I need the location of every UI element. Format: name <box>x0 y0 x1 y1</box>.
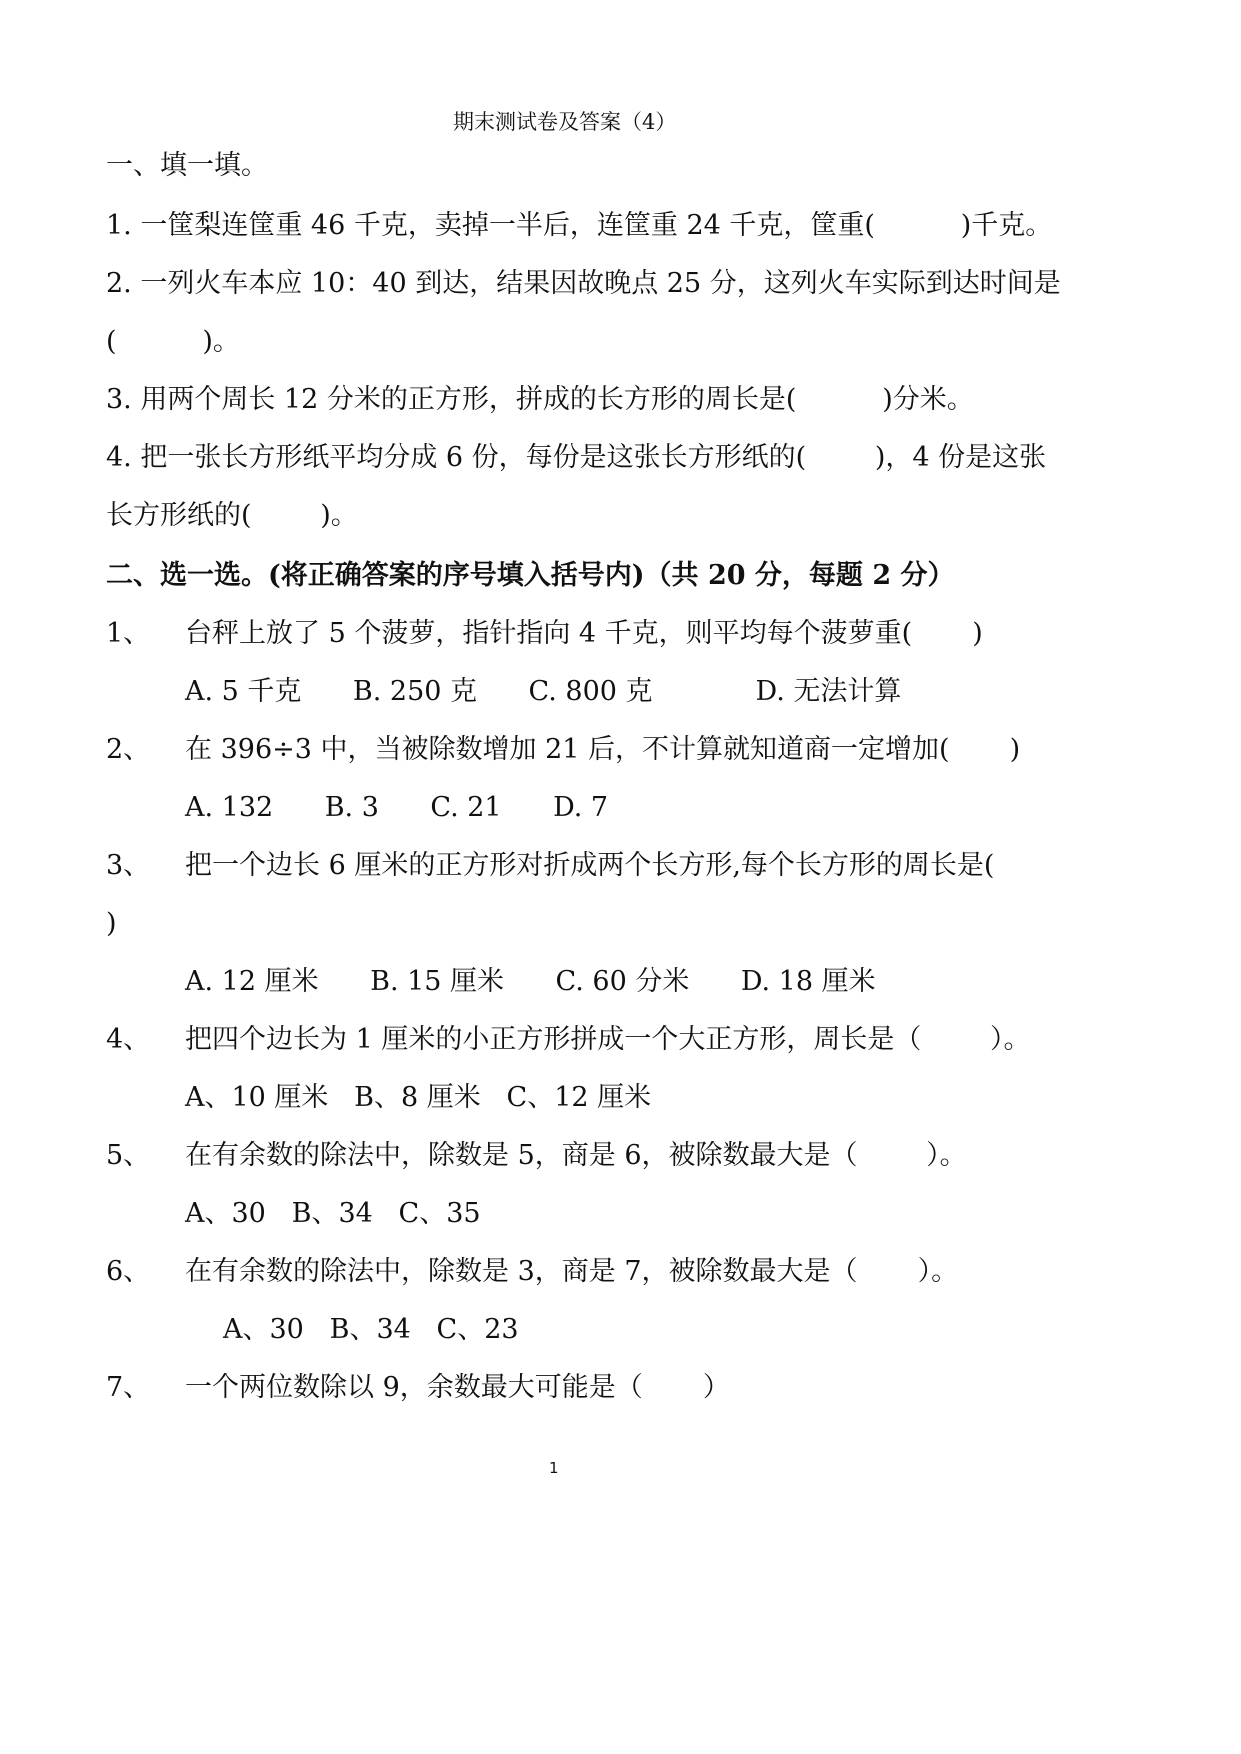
choice-question-5-options: A、30 B、34 C、35 <box>185 1198 481 1229</box>
choice-question-6: 在有余数的除法中，除数是 3，商是 7，被除数最大是（ ）。 <box>185 1256 959 1287</box>
fill-question-2: 2. 一列火车本应 10：40 到达，结果因故晚点 25 分，这列火车实际到达时间是 <box>106 268 1061 299</box>
fill-question-4-cont: 长方形纸的( )。 <box>106 500 358 531</box>
choice-question-4: 把四个边长为 1 厘米的小正方形拼成一个大正方形，周长是（ ）。 <box>185 1024 1031 1055</box>
fill-question-1: 1. 一筐梨连筐重 46 千克，卖掉一半后，连筐重 24 千克，筐重( )千克。 <box>106 210 1053 241</box>
section1-heading: 一、填一填。 <box>106 150 268 181</box>
choice-question-3: 把一个边长 6 厘米的正方形对折成两个长方形,每个长方形的周长是( <box>185 850 995 881</box>
choice-question-2-options: A. 132 B. 3 C. 21 D. 7 <box>185 792 609 823</box>
fill-question-2-cont: ( )。 <box>106 326 240 357</box>
choice-question-1: 台秤上放了 5 个菠萝，指针指向 4 千克，则平均每个菠萝重( ) <box>185 618 983 649</box>
fill-question-3: 3. 用两个周长 12 分米的正方形，拼成的长方形的周长是( )分米。 <box>106 384 974 415</box>
page-title: 期末测试卷及答案（4） <box>453 110 677 134</box>
choice-question-7: 一个两位数除以 9，余数最大可能是（ ） <box>185 1372 730 1403</box>
choice-question-2: 在 396÷3 中，当被除数增加 21 后，不计算就知道商一定增加( ) <box>185 734 1021 765</box>
choice-question-6-options: A、30 B、34 C、23 <box>223 1314 519 1345</box>
page-number: 1 <box>549 1459 559 1477</box>
choice-question-6-number: 6、 <box>106 1256 151 1287</box>
choice-question-3-options: A. 12 厘米 B. 15 厘米 C. 60 分米 D. 18 厘米 <box>185 966 876 997</box>
choice-question-5-number: 5、 <box>106 1140 151 1171</box>
choice-question-5: 在有余数的除法中，除数是 5，商是 6，被除数最大是（ ）。 <box>185 1140 967 1171</box>
choice-question-7-number: 7、 <box>106 1372 151 1403</box>
choice-question-1-number: 1、 <box>106 618 151 649</box>
choice-question-4-number: 4、 <box>106 1024 151 1055</box>
choice-question-3-number: 3、 <box>106 850 151 881</box>
choice-question-2-number: 2、 <box>106 734 151 765</box>
choice-question-3-cont: ) <box>106 908 117 939</box>
fill-question-4: 4. 把一张长方形纸平均分成 6 份，每份是这张长方形纸的( )，4 份是这张 <box>106 442 1047 473</box>
section2-heading: 二、选一选。(将正确答案的序号填入括号内)（共 20 分，每题 2 分） <box>106 560 955 591</box>
choice-question-4-options: A、10 厘米 B、8 厘米 C、12 厘米 <box>185 1082 652 1113</box>
choice-question-1-options: A. 5 千克 B. 250 克 C. 800 克 D. 无法计算 <box>185 676 902 707</box>
